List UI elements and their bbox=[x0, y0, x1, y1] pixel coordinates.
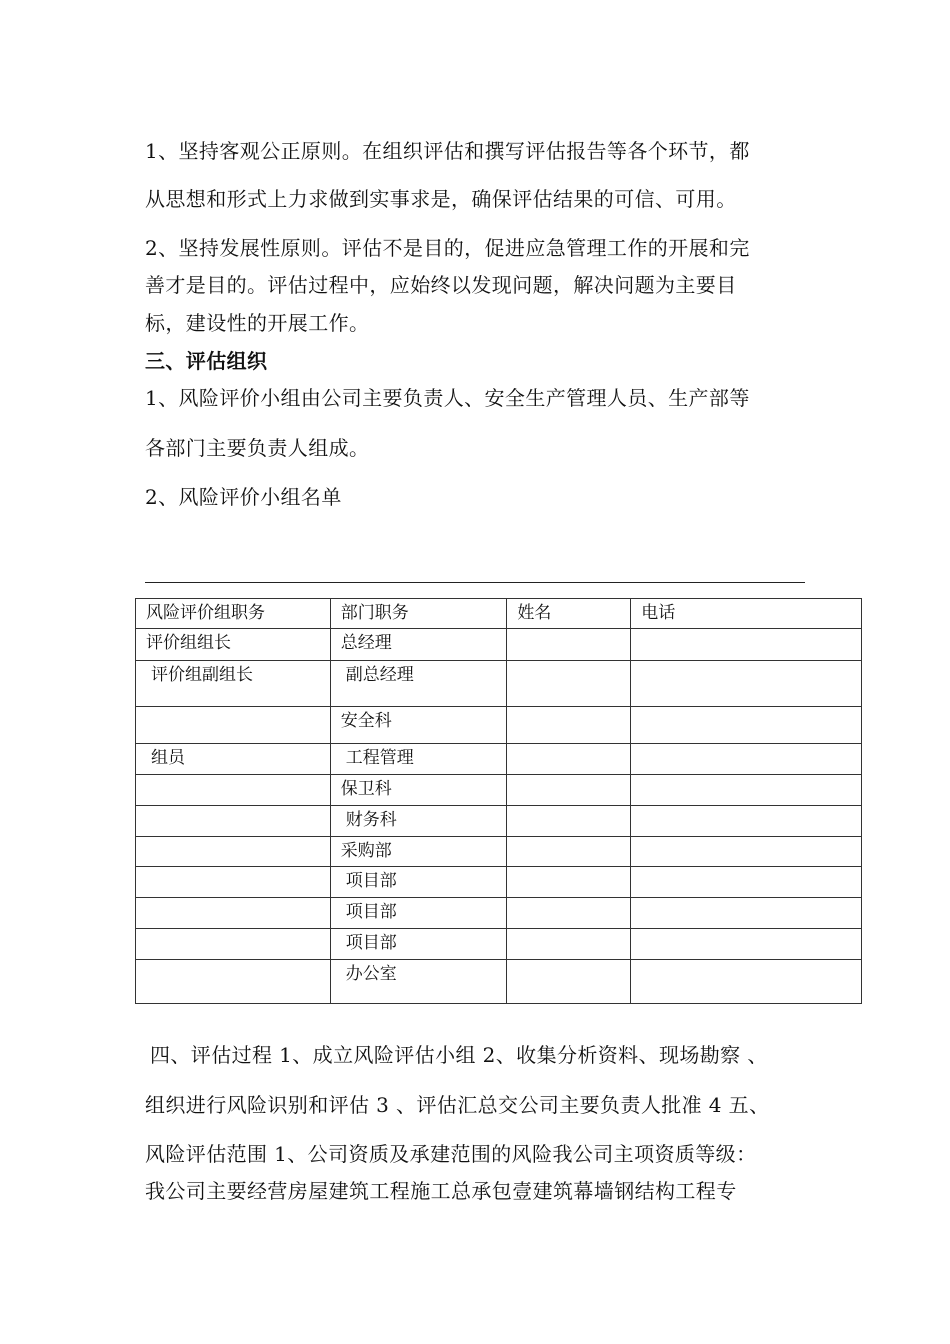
paragraph-principle-2-line-1: 2、坚持发展性原则。评估不是目的，促进应急管理工作的开展和完 bbox=[145, 236, 750, 260]
table-row bbox=[136, 837, 862, 867]
table-cell: 项目部 bbox=[330, 867, 507, 898]
table-cell: 总经理 bbox=[330, 629, 507, 661]
table-cell bbox=[631, 744, 862, 775]
table-cell bbox=[507, 867, 631, 898]
table-row bbox=[136, 629, 862, 661]
table-cell bbox=[507, 707, 631, 744]
table-header-cell: 姓名 bbox=[507, 599, 631, 629]
table-cell bbox=[136, 707, 331, 744]
table-cell bbox=[631, 661, 862, 707]
table-cell: 办公室 bbox=[330, 960, 507, 1004]
table-cell bbox=[507, 661, 631, 707]
table-cell: 财务科 bbox=[330, 806, 507, 837]
table-cell: 副总经理 bbox=[330, 661, 507, 707]
table-cell: 项目部 bbox=[330, 929, 507, 960]
paragraph-principle-2-line-3: 标，建设性的开展工作。 bbox=[145, 311, 370, 335]
table-cell bbox=[507, 775, 631, 806]
table-cell bbox=[631, 629, 862, 661]
table-cell bbox=[136, 960, 331, 1004]
paragraph-principle-1-line-2: 从思想和形式上力求做到实事求是，确保评估结果的可信、可用。 bbox=[145, 187, 737, 211]
table-cell bbox=[631, 898, 862, 929]
divider-line bbox=[145, 582, 805, 583]
table-cell bbox=[631, 806, 862, 837]
table-header-cell: 风险评价组职务 bbox=[136, 599, 331, 629]
table-cell bbox=[507, 898, 631, 929]
table-cell: 评价组组长 bbox=[136, 629, 331, 661]
table-row bbox=[136, 960, 862, 1004]
table-cell: 组员 bbox=[136, 744, 331, 775]
table-row bbox=[136, 775, 862, 806]
table-cell bbox=[136, 929, 331, 960]
table-cell bbox=[631, 775, 862, 806]
table-row bbox=[136, 929, 862, 960]
paragraph-process-line-1: 四、评估过程 1、成立风险评估小组 2、收集分析资料、现场勘察 、 bbox=[150, 1043, 768, 1067]
paragraph-organization-1-line-1: 1、风险评价小组由公司主要负责人、安全生产管理人员、生产部等 bbox=[145, 386, 750, 410]
table-cell bbox=[631, 867, 862, 898]
table-cell bbox=[507, 929, 631, 960]
paragraph-process-line-2: 组织进行风险识别和评估 3 、评估汇总交公司主要负责人批准 4 五、 bbox=[145, 1093, 770, 1117]
table-header-cell: 电话 bbox=[631, 599, 862, 629]
paragraph-roster-title: 2、风险评价小组名单 bbox=[145, 485, 342, 509]
section-heading-assessment-organization: 三、评估组织 bbox=[145, 349, 268, 373]
paragraph-process-line-4: 我公司主要经营房屋建筑工程施工总承包壹建筑幕墙钢结构工程专 bbox=[145, 1179, 737, 1203]
table-cell bbox=[631, 929, 862, 960]
table-cell: 项目部 bbox=[330, 898, 507, 929]
table-row bbox=[136, 867, 862, 898]
table-cell: 保卫科 bbox=[330, 775, 507, 806]
table-cell bbox=[507, 744, 631, 775]
paragraph-principle-2-line-2: 善才是目的。评估过程中，应始终以发现问题，解决问题为主要目 bbox=[145, 273, 737, 297]
table-row bbox=[136, 707, 862, 744]
risk-assessment-team-table bbox=[135, 598, 862, 1004]
table-cell bbox=[631, 707, 862, 744]
table-cell: 评价组副组长 bbox=[136, 661, 331, 707]
table-cell bbox=[136, 867, 331, 898]
paragraph-principle-1-line-1: 1、坚持客观公正原则。在组织评估和撰写评估报告等各个环节，都 bbox=[145, 139, 750, 163]
table-cell: 采购部 bbox=[330, 837, 507, 867]
table-cell bbox=[507, 837, 631, 867]
table-cell bbox=[507, 960, 631, 1004]
table-cell bbox=[631, 837, 862, 867]
table-header-row bbox=[136, 599, 862, 629]
table-row bbox=[136, 898, 862, 929]
table-cell bbox=[507, 806, 631, 837]
table-cell bbox=[136, 775, 331, 806]
table-cell: 安全科 bbox=[330, 707, 507, 744]
table-cell bbox=[136, 837, 331, 867]
table-cell bbox=[136, 898, 331, 929]
table-cell bbox=[136, 806, 331, 837]
table-cell bbox=[507, 629, 631, 661]
table-cell bbox=[631, 960, 862, 1004]
paragraph-organization-1-line-2: 各部门主要负责人组成。 bbox=[145, 436, 370, 460]
table-row bbox=[136, 744, 862, 775]
table-cell: 工程管理 bbox=[330, 744, 507, 775]
table-header-cell: 部门职务 bbox=[330, 599, 507, 629]
paragraph-process-line-3: 风险评估范围 1、公司资质及承建范围的风险我公司主项资质等级： bbox=[145, 1142, 757, 1166]
table-row bbox=[136, 661, 862, 707]
table-row bbox=[136, 806, 862, 837]
